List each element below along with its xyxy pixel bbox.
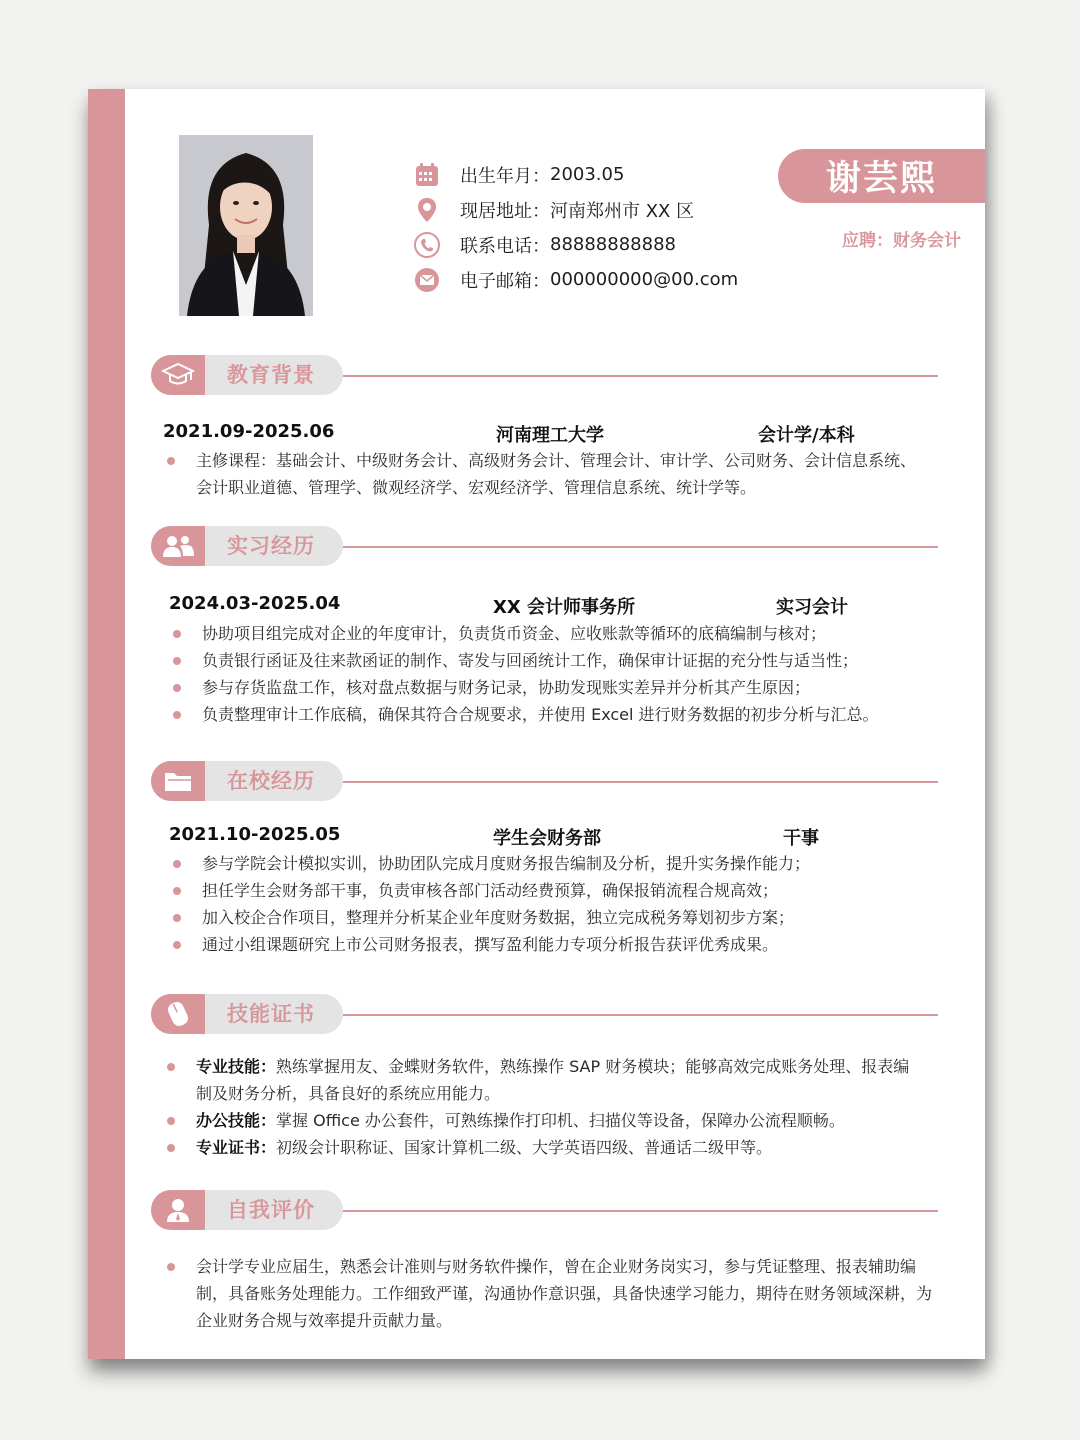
section-self-header [151, 1190, 938, 1230]
section-title: 实习经历 [227, 534, 315, 558]
education-entry-header [163, 421, 883, 445]
contact-birth [413, 157, 738, 192]
phone-icon [413, 231, 440, 258]
list-item: 参与存货监盘工作，核对盘点数据与财务记录，协助发现账实差异并分析其产生原因； [169, 674, 929, 701]
campus-bullets [169, 850, 929, 958]
contact-birth-label: 出生年月： [460, 165, 550, 187]
section-title: 技能证书 [227, 1002, 315, 1026]
resume-sheet [88, 89, 985, 1359]
section-education-header [151, 355, 938, 395]
contact-address [413, 192, 738, 227]
section-divider [343, 1014, 938, 1016]
location-pin-icon [413, 196, 440, 223]
list-item: 负责整理审计工作底稿，确保其符合合规要求，并使用 Excel 进行财务数据的初步分析与汇总。 [169, 701, 929, 728]
section-divider [343, 375, 938, 377]
education-school: 河南理工大学 [496, 425, 604, 446]
campus-date: 2021.10-2025.05 [169, 824, 341, 845]
applied-position: 应聘：财务会计 [842, 231, 961, 251]
contact-email-value: 000000000@00.com [550, 269, 739, 290]
skill-label: 办公技能： [196, 1111, 277, 1130]
section-divider [343, 1210, 938, 1212]
campus-role: 干事 [783, 828, 819, 849]
list-item: 参与学院会计模拟实训，协助团队完成月度财务报告编制及分析，提升实务操作能力； [169, 850, 929, 877]
skill-label: 专业技能： [196, 1057, 277, 1076]
campus-entry-header [169, 824, 889, 848]
list-item: 通过小组课题研究上市公司财务报表，撰写盈利能力专项分析报告获评优秀成果。 [169, 931, 929, 958]
skills-bullets [163, 1053, 923, 1161]
section-internship-header [151, 526, 938, 566]
internship-role: 实习会计 [776, 597, 848, 618]
section-title: 自我评价 [227, 1198, 315, 1222]
contact-birth-value: 2003.05 [550, 164, 625, 185]
list-item [163, 1053, 923, 1107]
mail-icon [413, 266, 440, 293]
people-icon [151, 526, 205, 566]
folder-icon [151, 761, 205, 801]
list-item: 会计学专业应届生，熟悉会计准则与财务软件操作，曾在企业财务岗实习，参与凭证整理、报表辅助编制，具备账务处理能力。工作细致严谨，沟通协作意识强，具备快速学习能力，期待在财务领域深耕，为企业财务合规与效率提升贡献力量。 [163, 1253, 933, 1334]
skill-text: 熟练掌握用友、金蝶财务软件，熟练操作 SAP 财务模块；能够高效完成账务处理、报表编制及财务分析，具备良好的系统应用能力。 [196, 1057, 910, 1103]
calendar-icon [413, 161, 440, 188]
section-campus-header [151, 761, 938, 801]
internship-company: XX 会计师事务所 [493, 597, 636, 618]
profile-photo [179, 135, 313, 316]
contact-phone [413, 227, 738, 262]
contact-email [413, 262, 738, 297]
skill-text: 掌握 Office 办公套件，可熟练操作打印机、扫描仪等设备，保障办公流程顺畅。 [276, 1111, 845, 1130]
section-pill [151, 526, 343, 566]
mouse-icon [151, 994, 205, 1034]
internship-entry-header [169, 593, 889, 617]
section-title: 教育背景 [227, 363, 315, 387]
internship-date: 2024.03-2025.04 [169, 593, 341, 614]
internship-bullets [169, 620, 929, 728]
contact-address-value: 河南郑州市 XX 区 [550, 200, 695, 222]
list-item [163, 1107, 923, 1134]
contact-phone-value: 88888888888 [550, 234, 676, 255]
education-bullets [163, 447, 923, 501]
campus-org: 学生会财务部 [493, 828, 601, 849]
contact-email-label: 电子邮箱： [460, 270, 550, 292]
user-icon [151, 1190, 205, 1230]
list-item: 协助项目组完成对企业的年度审计，负责货币资金、应收账款等循环的底稿编制与核对； [169, 620, 929, 647]
section-pill [151, 761, 343, 801]
graduation-cap-icon [151, 355, 205, 395]
skill-label: 专业证书： [196, 1138, 277, 1157]
skill-text: 初级会计职称证、国家计算机二级、大学英语四级、普通话二级甲等。 [276, 1138, 773, 1157]
section-pill [151, 1190, 343, 1230]
section-divider [343, 546, 938, 548]
list-item: 负责银行函证及往来款函证的制作、寄发与回函统计工作，确保审计证据的充分性与适当性； [169, 647, 929, 674]
contact-phone-label: 联系电话： [460, 235, 550, 257]
list-item: 担任学生会财务部干事，负责审核各部门活动经费预算，确保报销流程合规高效； [169, 877, 929, 904]
section-divider [343, 781, 938, 783]
section-skills-header [151, 994, 938, 1034]
name-banner [778, 149, 985, 203]
education-major: 会计学/本科 [758, 425, 855, 446]
list-item: 加入校企合作项目，整理并分析某企业年度财务数据，独立完成税务筹划初步方案； [169, 904, 929, 931]
list-item: 主修课程：基础会计、中级财务会计、高级财务会计、管理会计、审计学、公司财务、会计信息系统、会计职业道德、管理学、微观经济学、宏观经济学、管理信息系统、统计学等。 [163, 447, 923, 501]
contact-address-label: 现居地址： [460, 200, 550, 222]
side-accent-bar [88, 89, 125, 1359]
section-title: 在校经历 [227, 769, 315, 793]
education-date: 2021.09-2025.06 [163, 421, 335, 442]
contact-list [413, 157, 738, 297]
section-pill [151, 994, 343, 1034]
section-pill [151, 355, 343, 395]
candidate-name: 谢芸熙 [825, 159, 937, 199]
self-bullets [163, 1253, 933, 1334]
list-item [163, 1134, 923, 1161]
